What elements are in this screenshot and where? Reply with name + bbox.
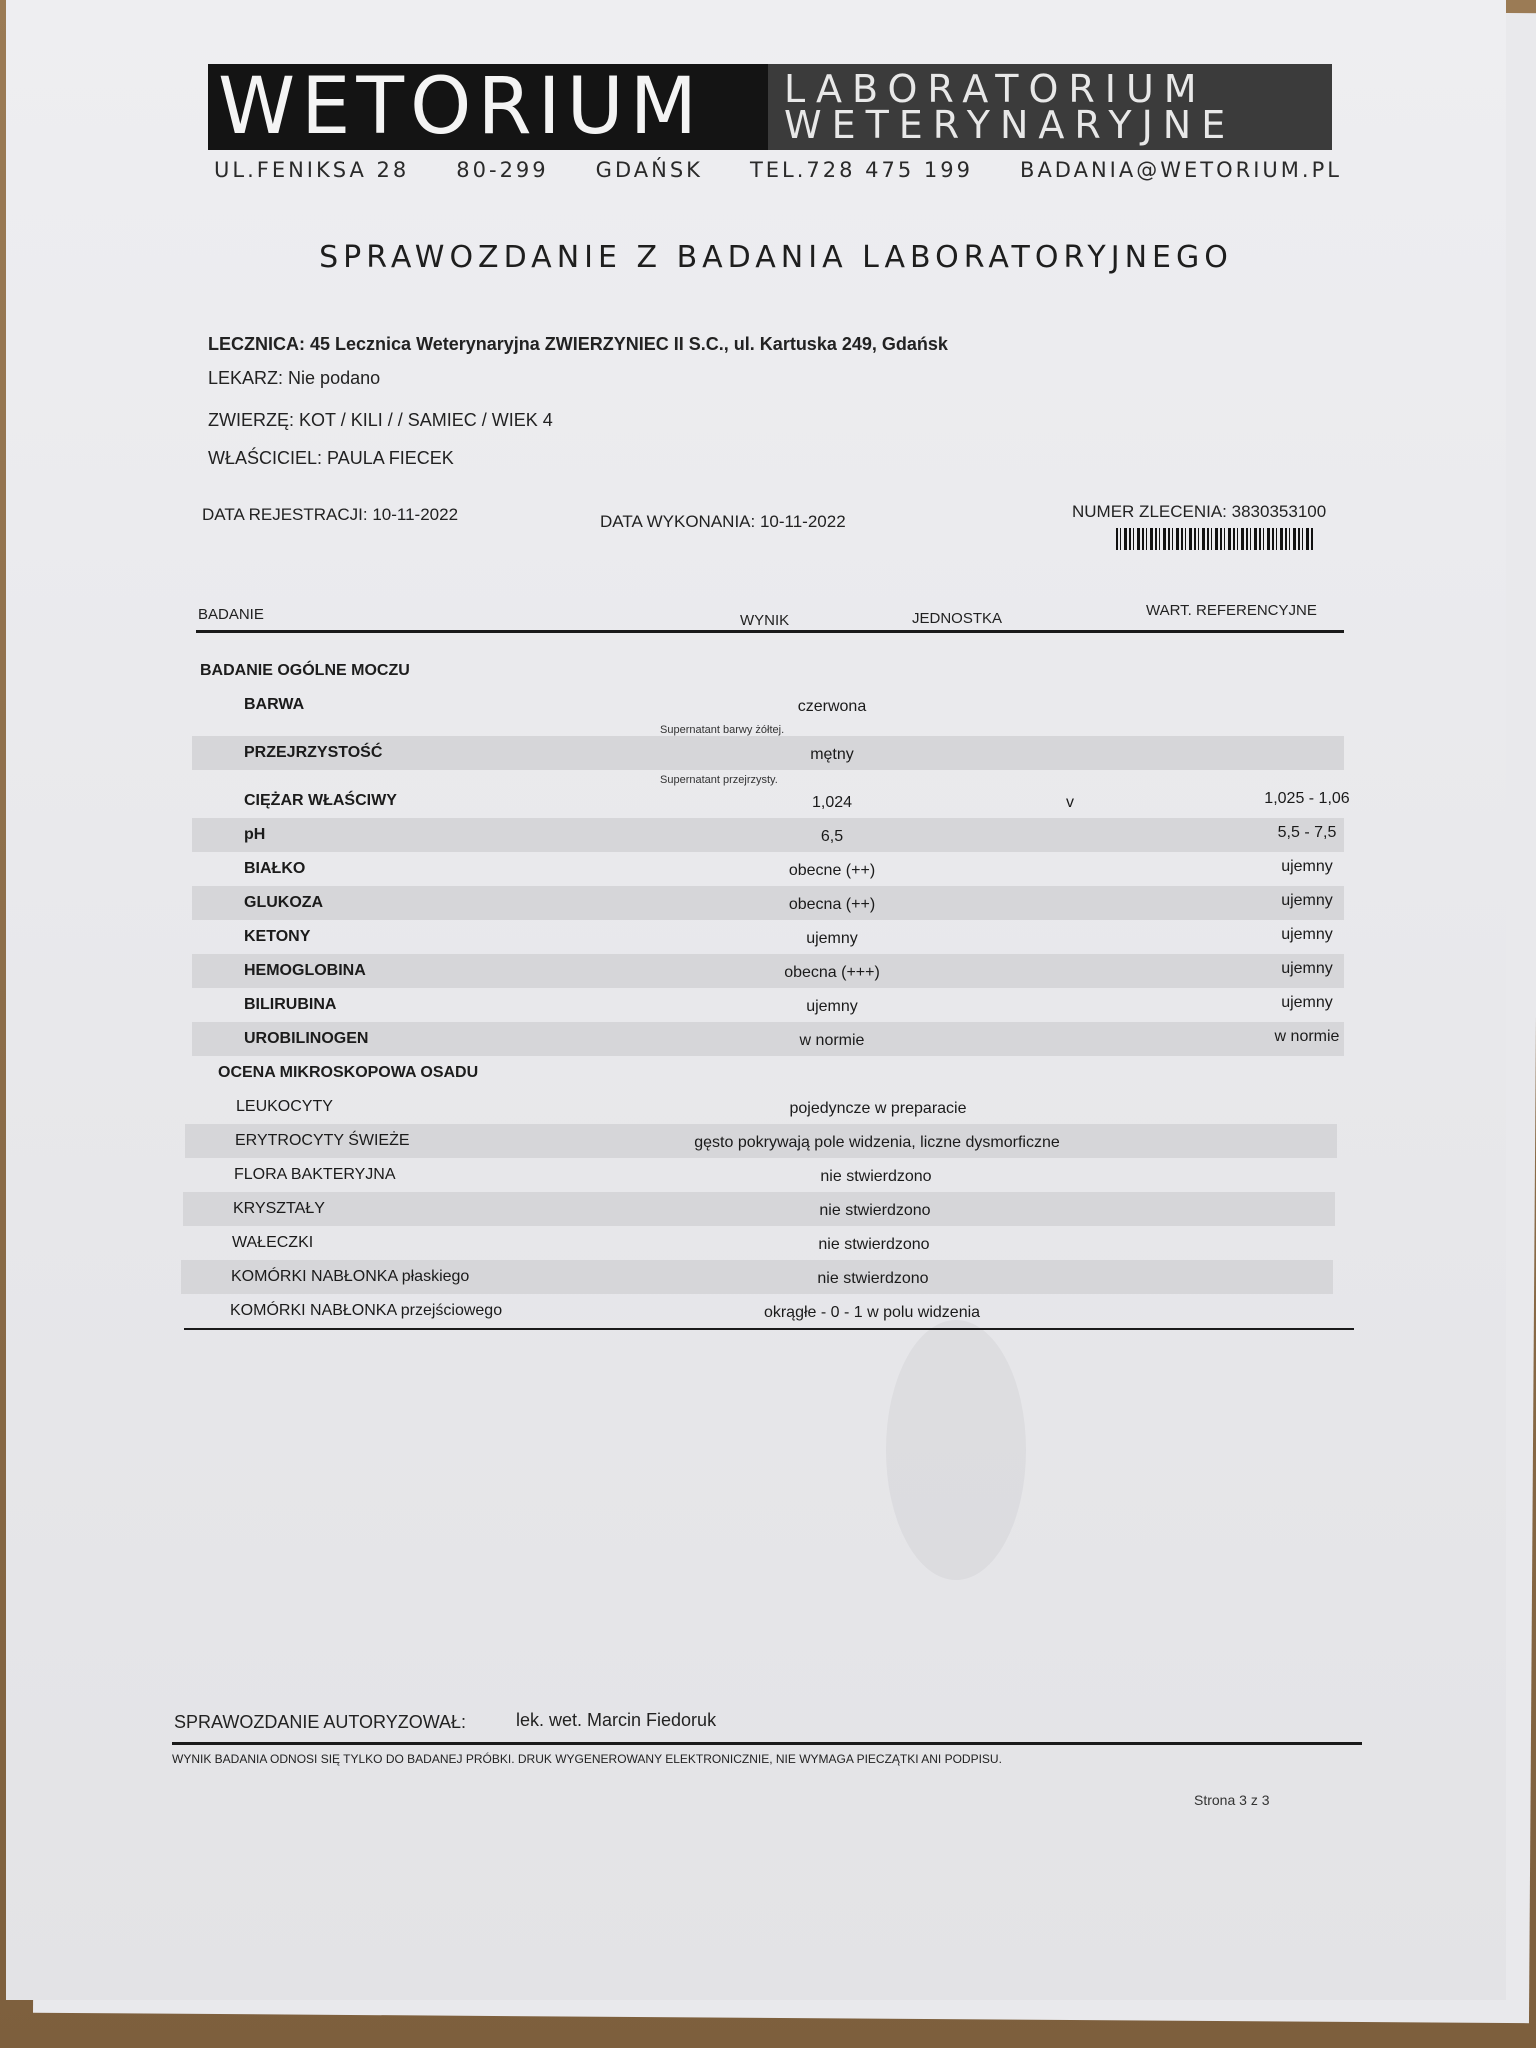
test-name: pH [244, 826, 266, 843]
micro-test-result: pojedyncze w preparacie [789, 1100, 967, 1117]
test-reference: ujemny [1281, 994, 1333, 1011]
table-row [192, 688, 1344, 722]
col-result-header: WYNIK [740, 612, 790, 629]
test-result: 6,5 [820, 828, 844, 845]
micro-test-result: nie stwierdzono [817, 1270, 929, 1287]
table-row [192, 1022, 1344, 1056]
clinic-line [208, 334, 948, 355]
table-end-divider [184, 1328, 1354, 1330]
col-unit-header: JEDNOSTKA [912, 610, 1003, 627]
test-name: BIAŁKO [244, 860, 306, 877]
micro-test-name: ERYTROCYTY ŚWIEŻE [235, 1132, 410, 1149]
contact-line [214, 158, 1342, 182]
table-row [192, 736, 1344, 770]
logo-subtitle [768, 64, 1332, 150]
footer-divider [172, 1742, 1362, 1745]
address-text: UL.FENIKSA 28 [214, 158, 410, 182]
table-row [192, 920, 1344, 954]
lab-logo [208, 64, 1332, 150]
test-name: CIĘŻAR WŁAŚCIWY [244, 792, 397, 809]
test-reference: 1,025 - 1,06 [1264, 790, 1350, 807]
test-reference: ujemny [1281, 960, 1333, 977]
owner-label: WŁAŚCICIEL: [208, 448, 323, 468]
test-result: obecne (++) [788, 862, 876, 879]
table-row [192, 954, 1344, 988]
test-result: 1,024 [811, 794, 853, 811]
report-sheet [6, 0, 1506, 2000]
paper-stain [886, 1320, 1026, 1580]
test-result: w normie [799, 1032, 865, 1049]
table-row [183, 1192, 1335, 1226]
clinic-label: LECZNICA: [208, 334, 305, 354]
test-name: HEMOGLOBINA [244, 962, 366, 979]
doctor-line [208, 368, 380, 389]
note-color: Supernatant barwy żółtej. [660, 724, 785, 736]
micro-test-name: LEUKOCYTY [236, 1098, 333, 1115]
barcode-image [1116, 528, 1314, 550]
micro-test-name: KRYSZTAŁY [233, 1200, 325, 1217]
test-reference: ujemny [1281, 926, 1333, 943]
table-row [186, 1090, 1338, 1124]
header-divider [196, 630, 1344, 633]
test-result: ujemny [806, 930, 858, 947]
micro-test-result: nie stwierdzono [820, 1168, 932, 1185]
table-row [185, 1124, 1337, 1158]
test-name: BILIRUBINA [244, 996, 337, 1013]
micro-test-name: WAŁECZKI [232, 1234, 314, 1251]
micro-test-result: nie stwierdzono [818, 1236, 930, 1253]
table-row [182, 1226, 1334, 1260]
animal-label: ZWIERZĘ: [208, 410, 294, 430]
test-reference: ujemny [1281, 858, 1333, 875]
note-clarity: Supernatant przejrzysty. [660, 774, 778, 786]
owner-value: PAULA FIECEK [327, 448, 454, 468]
postal-code: 80-299 [456, 158, 549, 182]
disclaimer-text: WYNIK BADANIA ODNOSI SIĘ TYLKO DO BADANEJ PRÓBKI. DRUK WYGENEROWANY ELEKTRONICZNIE, NIE WYMAGA PIECZĄTKI ANI PODPISU. [172, 1752, 1002, 1766]
test-name: UROBILINOGEN [244, 1030, 369, 1047]
micro-test-name: KOMÓRKI NABŁONKA płaskiego [231, 1268, 470, 1285]
micro-test-result: gęsto pokrywają pole widzenia, liczne dysmorficzne [694, 1134, 1060, 1151]
table-row [192, 988, 1344, 1022]
test-result: czerwona [797, 698, 867, 715]
order-number: NUMER ZLECENIA: 3830353100 [1072, 502, 1327, 521]
doctor-label: LEKARZ: [208, 368, 284, 388]
doctor-value: Nie podano [288, 368, 381, 388]
logo-line-2: WETERYNARYJNE [784, 103, 1236, 147]
table-row [181, 1260, 1333, 1294]
test-reference: w normie [1274, 1028, 1340, 1045]
authorized-label: SPRAWOZDANIE AUTORYZOWAŁ: [174, 1712, 467, 1732]
col-ref-header: WART. REFERENCYJNE [1146, 602, 1317, 619]
test-result: ujemny [806, 998, 858, 1015]
animal-line [208, 410, 553, 431]
micro-test-result: okrągłe - 0 - 1 w polu widzenia [763, 1304, 981, 1321]
section-urinalysis: BADANIE OGÓLNE MOCZU [200, 662, 410, 679]
animal-value: KOT / KILI / / SAMIEC / WIEK 4 [299, 410, 553, 430]
registration-date: DATA REJESTRACJI: 10-11-2022 [202, 505, 459, 524]
test-result: obecna (+++) [784, 964, 880, 981]
test-name: GLUKOZA [244, 894, 324, 911]
test-unit: v [1066, 794, 1074, 811]
logo-main-text: WETORIUM [208, 64, 768, 150]
table-row [192, 784, 1350, 818]
logo-line-1: LABORATORIUM [784, 67, 1207, 111]
micro-test-name: KOMÓRKI NABŁONKA przejściowego [230, 1302, 503, 1319]
col-test-header: BADANIE [198, 606, 264, 623]
table-row [180, 1294, 1332, 1328]
authorized-by: lek. wet. Marcin Fiedoruk [516, 1710, 717, 1730]
test-result: obecna (++) [788, 896, 876, 913]
micro-test-result: nie stwierdzono [819, 1202, 931, 1219]
table-row [192, 818, 1344, 852]
test-result: mętny [810, 746, 854, 763]
test-name: KETONY [244, 928, 311, 945]
table-row [192, 886, 1344, 920]
owner-line [208, 448, 454, 469]
table-row [192, 852, 1344, 886]
phone-text: TEL.728 475 199 [749, 158, 974, 182]
clinic-value: 45 Lecznica Weterynaryjna ZWIERZYNIEC II S.C., ul. Kartuska 249, Gdańsk [310, 334, 948, 354]
section-microscopy: OCENA MIKROSKOPOWA OSADU [218, 1064, 479, 1081]
micro-test-name: FLORA BAKTERYJNA [234, 1166, 396, 1183]
test-reference: ujemny [1281, 892, 1333, 909]
city-text: GDAŃSK [595, 158, 703, 182]
report-title: SPRAWOZDANIE Z BADANIA LABORATORYJNEGO [319, 240, 1233, 275]
page-number: Strona 3 z 3 [1194, 1792, 1270, 1808]
test-name: PRZEJRZYSTOŚĆ [244, 744, 383, 761]
test-reference: 5,5 - 7,5 [1277, 824, 1337, 841]
email-text: BADANIA@WETORIUM.PL [1020, 158, 1342, 182]
table-row [184, 1158, 1336, 1192]
test-name: BARWA [244, 696, 305, 713]
execution-date: DATA WYKONANIA: 10-11-2022 [600, 512, 846, 531]
